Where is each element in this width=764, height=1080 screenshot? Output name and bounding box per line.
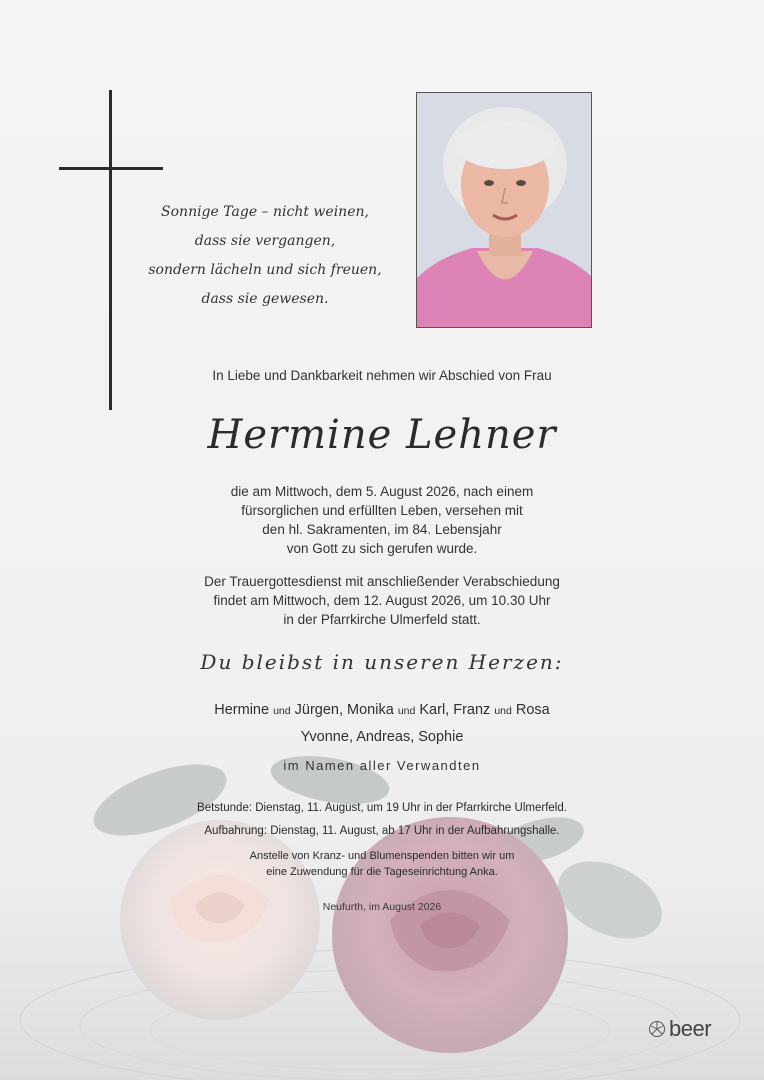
- mourners-line-2: Yvonne, Andreas, Sophie: [300, 729, 464, 745]
- mourners: [0, 697, 764, 750]
- funeral-service: [0, 572, 764, 629]
- conjunction: und: [494, 705, 512, 717]
- text-line: Der Trauergottesdienst mit anschließender Verabschiedung: [204, 574, 560, 589]
- event-details: [0, 797, 764, 843]
- mourners-line-1: [0, 697, 764, 724]
- laying-out: Aufbahrung: Dienstag, 11. August, ab 17 Uhr in der Aufbahrungshalle.: [204, 825, 560, 837]
- text-line: die am Mittwoch, dem 5. August 2026, nach einem: [230, 484, 534, 499]
- intro-text: In Liebe und Dankbarkeit nehmen wir Abschied von Frau: [212, 368, 552, 383]
- motto: Du bleibst in unseren Herzen:: [200, 650, 564, 674]
- brand-name: beer: [669, 1016, 712, 1041]
- poem-line: dass sie gewesen.: [201, 291, 329, 307]
- memorial-poem: [140, 198, 390, 314]
- poem-line: dass sie vergangen,: [194, 233, 336, 249]
- text-line: findet am Mittwoch, dem 12. August 2026, um 10.30 Uhr: [213, 593, 551, 608]
- donation-request: [0, 848, 764, 880]
- poem-line: Sonnige Tage – nicht weinen,: [161, 204, 369, 220]
- dandelion-icon: [648, 1020, 666, 1038]
- poem-line: sondern lächeln und sich freuen,: [148, 262, 382, 278]
- text-line: von Gott zu sich gerufen wurde.: [286, 541, 478, 556]
- conjunction: und: [273, 705, 291, 717]
- mourner-name: Karl, Franz: [419, 702, 491, 718]
- prayer-hour: Betstunde: Dienstag, 11. August, um 19 Uhr in der Pfarrkirche Ulmerfeld.: [197, 802, 567, 814]
- relatives-note: im Namen aller Verwandten: [283, 758, 481, 773]
- text-line: fürsorglichen und erfüllten Leben, versehen mit: [241, 503, 523, 518]
- portrait-photo: [416, 92, 592, 328]
- cross-vertical: [109, 90, 112, 410]
- place-date: Neufurth, im August 2026: [322, 901, 442, 913]
- mourner-name: Hermine: [214, 702, 270, 718]
- text-line: in der Pfarrkirche Ulmerfeld statt.: [283, 612, 481, 627]
- brand-logo: [648, 1016, 711, 1042]
- cross-horizontal: [59, 167, 163, 170]
- mourner-name: Jürgen, Monika: [294, 702, 394, 718]
- deceased-name: Hermine Lehner: [207, 412, 557, 458]
- text-line: eine Zuwendung für die Tageseinrichtung Anka.: [266, 866, 498, 878]
- text-line: den hl. Sakramenten, im 84. Lebensjahr: [262, 522, 502, 537]
- text-line: Anstelle von Kranz- und Blumenspenden bitten wir um: [249, 850, 515, 862]
- death-announcement: [0, 482, 764, 558]
- conjunction: und: [397, 705, 416, 717]
- portrait-illustration: [417, 93, 592, 328]
- mourner-name: Rosa: [515, 702, 550, 718]
